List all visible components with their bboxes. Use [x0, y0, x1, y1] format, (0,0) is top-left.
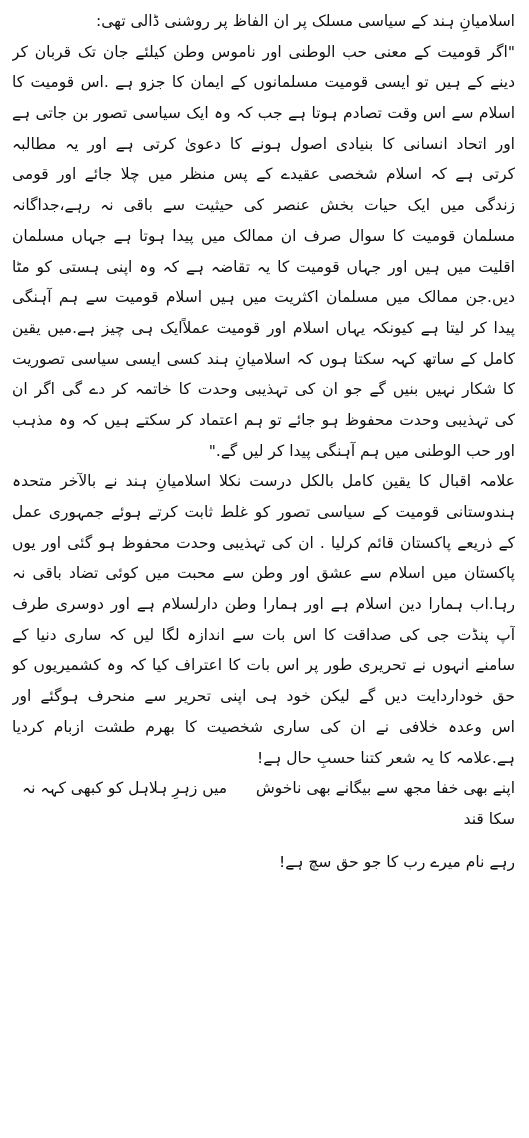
text-line: سامنے انہوں نے تحریری طور پر اس بات کا اعتراف کیا کہ وہ کشمیریوں کو	[12, 656, 515, 675]
text-line: زندگی میں ایک حیات بخش عنصر کی حیثیت سے باقی نہ رہے،جداگانہ	[12, 196, 515, 215]
text-line: اس وعدہ خلافی نے ان کی ساری شخصیت کا بھرم طشت ازبام کردیا	[12, 717, 515, 736]
text-line: کے ذریعے پاکستان قائم کرلیا . ان کی تہذیبی وحدت محفوظ ہو گئی اور یوں	[12, 533, 515, 552]
text-line: ہندوستانی قومیت کے سیاسی تصور کو غلط ثابت کرتے ہوئے جمہوری عمل	[12, 503, 515, 521]
text-line: پیدا کر لیتا ہے کیونکہ یہاں اسلام اور قومیت عملاًایک ہی چیز ہے.میں یقین	[12, 318, 515, 337]
quote-paragraph	[12, 6, 515, 466]
verse-line	[12, 773, 515, 804]
text-line: دیں.جن ممالک میں مسلمان اکثریت میں ہیں اسلام قومیت سے ہم آہنگی	[12, 288, 515, 307]
verse-misra-2-continuation: سکا قند	[463, 809, 515, 828]
text-line: دینے کے ہیں تو ایسی قومیت مسلمانوں کے ایمان کا جزو ہے .اس قومیت کا	[12, 73, 515, 92]
text-line: اسلامیانِ ہند کے سیاسی مسلک پر ان الفاظ پر روشنی ڈالی تھی:	[96, 12, 515, 30]
text-line: کا شکار نہیں بنیں گے جو ان کی تہذیبی وحدت کا خاتمہ کر دے گی اگر ان	[12, 380, 515, 399]
text-line: پاکستان میں اسلام سے عشق اور وطن سے محبت میں کوئی تضاد باقی نہ	[12, 564, 515, 583]
poetry-verse	[12, 773, 515, 834]
text-line: "اگر قومیت کے معنی حب الوطنی اور ناموس وطن کیلئے جان تک قربان کر	[12, 42, 515, 61]
text-line: اور حب الوطنی میں ہم آہنگی پیدا کر لیں گے."	[208, 441, 515, 460]
text-line: اور اتحاد انسانی کا بنیادی اصول ہونے کا دعویٰ کرتی ہے اور یہ مطالبہ	[12, 134, 515, 153]
text-line: ہے.علامہ کا یہ شعر کتنا حسبِ حال ہے!	[256, 748, 515, 767]
spacer	[12, 835, 515, 847]
text-line: حق خوداردایت دیں گے لیکن خود ہی اپنی تحریر سے منحرف ہوگئے اور	[12, 687, 515, 706]
text-line: اقلیت میں ہیں اور جہاں قومیت کا یہ تقاضہ ہے کہ وہ اپنی ہستی کو مٹا	[12, 257, 515, 276]
verse-misra-1: اپنے بھی خفا مجھ سے بیگانے بھی ناخوش	[255, 779, 515, 798]
text-line: کی تہذیبی وحدت محفوظ ہو جائے تو ہم اعتماد کر سکتے ہیں کہ وہ مذہب	[12, 410, 515, 429]
text-line: رہا.اب ہمارا دین اسلام ہے اور ہمارا وطن دارلسلام ہے اور دوسری طرف	[12, 595, 515, 614]
text-line: مسلمان قومیت کا سوال صرف ان ممالک میں پیدا ہوتا ہے جہاں مسلمان	[12, 226, 515, 245]
verse-misra-2: میں زہرِ ہلاہل کو کبھی کہہ نہ	[22, 779, 228, 798]
text-line: کرتی ہے کہ اسلام شخصی عقیدے کے پس منظر میں چلا جائے اور قومی	[12, 165, 515, 184]
text-line: کامل کے ساتھ کہہ سکتا ہوں کہ اسلامیانِ ہند کسی ایسی سیاسی تصوریت	[12, 349, 515, 368]
text-line: اسلام سے اس وقت تصادم ہوتا ہے جب کہ وہ ایک سیاسی تصور بن جاتی ہے	[12, 104, 515, 123]
commentary-paragraph	[12, 466, 515, 773]
closing-line: رہے نام میرے رب کا جو حق سچ ہے!	[279, 852, 515, 871]
text-line: علامہ اقبال کا یقین کامل بالکل درست نکلا اسلامیانِ ہند نے بالآخر متحدہ	[12, 472, 515, 491]
text-line: آپ پنڈت جی کی صداقت کا اس بات سے اندازہ لگا لیں کہ ساری دنیا کے	[12, 625, 515, 644]
